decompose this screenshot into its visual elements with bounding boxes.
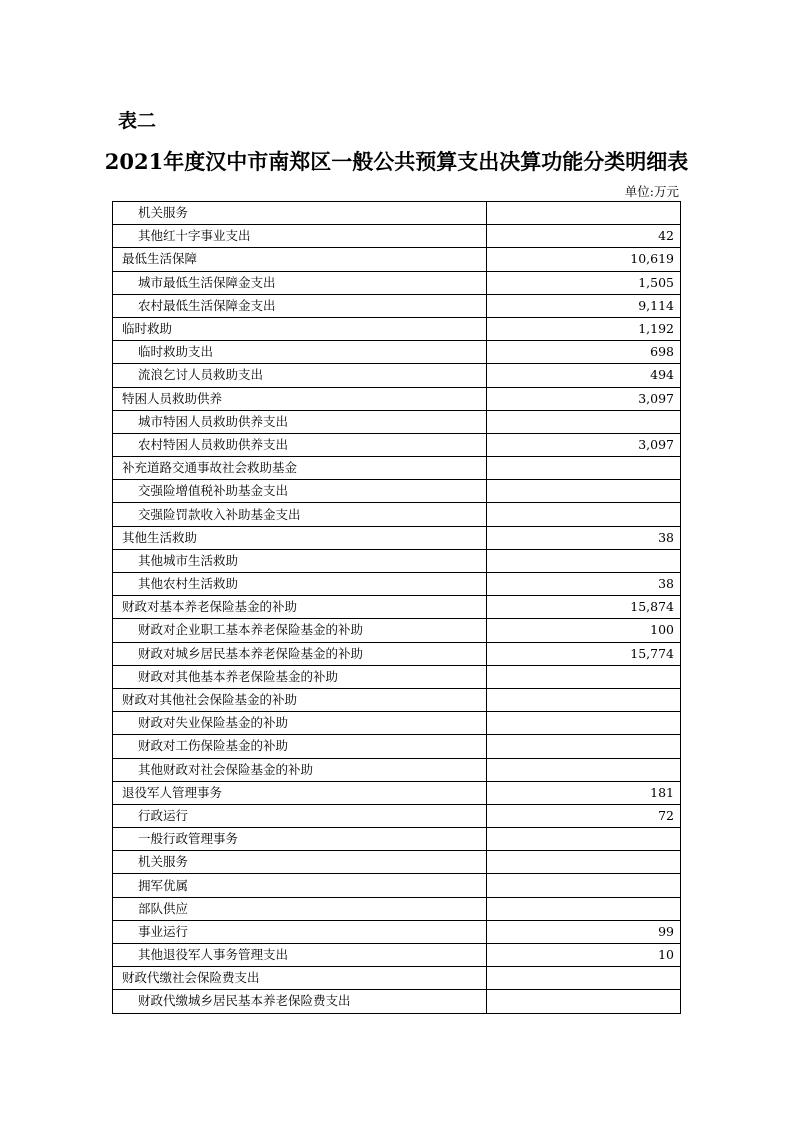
table-row [113, 503, 681, 526]
table-row [113, 433, 681, 456]
row-item-value [487, 410, 681, 433]
row-item-name: 财政对工伤保险基金的补助 [113, 735, 487, 758]
row-item-value: 72 [487, 804, 681, 827]
table-row [113, 781, 681, 804]
row-item-value: 42 [487, 225, 681, 248]
row-item-name: 其他城市生活救助 [113, 549, 487, 572]
row-item-value [487, 851, 681, 874]
row-item-value: 15,874 [487, 596, 681, 619]
row-item-value: 38 [487, 526, 681, 549]
table-row [113, 804, 681, 827]
row-item-name: 财政对失业保险基金的补助 [113, 712, 487, 735]
row-item-name: 事业运行 [113, 920, 487, 943]
row-item-name: 临时救助支出 [113, 341, 487, 364]
row-item-name: 财政代缴社会保险费支出 [113, 967, 487, 990]
table-row [113, 202, 681, 225]
row-item-name: 农村特困人员救助供养支出 [113, 433, 487, 456]
row-item-value: 3,097 [487, 433, 681, 456]
table-row [113, 248, 681, 271]
table-row [113, 712, 681, 735]
table-row [113, 619, 681, 642]
row-item-name: 财政对城乡居民基本养老保险基金的补助 [113, 642, 487, 665]
table-row [113, 990, 681, 1013]
table-row [113, 480, 681, 503]
row-item-name: 其他退役军人事务管理支出 [113, 944, 487, 967]
row-item-value [487, 897, 681, 920]
row-item-name: 一般行政管理事务 [113, 828, 487, 851]
table-row [113, 665, 681, 688]
row-item-name: 机关服务 [113, 202, 487, 225]
row-item-name: 行政运行 [113, 804, 487, 827]
table-row [113, 573, 681, 596]
row-item-name: 城市特困人员救助供养支出 [113, 410, 487, 433]
row-item-name: 财政对基本养老保险基金的补助 [113, 596, 487, 619]
row-item-name: 补充道路交通事故社会救助基金 [113, 457, 487, 480]
row-item-name: 交强险罚款收入补助基金支出 [113, 503, 487, 526]
table-row [113, 387, 681, 410]
row-item-value [487, 457, 681, 480]
row-item-value: 100 [487, 619, 681, 642]
row-item-name: 其他农村生活救助 [113, 573, 487, 596]
row-item-name: 机关服务 [113, 851, 487, 874]
row-item-name: 财政对企业职工基本养老保险基金的补助 [113, 619, 487, 642]
table-row [113, 271, 681, 294]
row-item-name: 其他生活救助 [113, 526, 487, 549]
table-row [113, 225, 681, 248]
row-item-value [487, 503, 681, 526]
table-row [113, 828, 681, 851]
row-item-value: 3,097 [487, 387, 681, 410]
table-row [113, 317, 681, 340]
row-item-value [487, 480, 681, 503]
row-item-name: 财政代缴城乡居民基本养老保险费支出 [113, 990, 487, 1013]
row-item-value: 181 [487, 781, 681, 804]
row-item-value: 38 [487, 573, 681, 596]
row-item-name: 特困人员救助供养 [113, 387, 487, 410]
row-item-name: 其他财政对社会保险基金的补助 [113, 758, 487, 781]
row-item-name: 交强险增值税补助基金支出 [113, 480, 487, 503]
table-row [113, 526, 681, 549]
row-item-name: 临时救助 [113, 317, 487, 340]
table-row [113, 758, 681, 781]
table-row [113, 457, 681, 480]
table-label: 表二 [118, 110, 157, 132]
row-item-name: 最低生活保障 [113, 248, 487, 271]
table-row [113, 294, 681, 317]
row-item-value [487, 688, 681, 711]
row-item-value: 10,619 [487, 248, 681, 271]
row-item-name: 农村最低生活保障金支出 [113, 294, 487, 317]
table-row [113, 944, 681, 967]
page-title: 2021年度汉中市南郑区一般公共预算支出决算功能分类明细表 [104, 149, 689, 174]
row-item-value [487, 735, 681, 758]
row-item-name: 城市最低生活保障金支出 [113, 271, 487, 294]
row-item-value: 494 [487, 364, 681, 387]
table-row [113, 851, 681, 874]
table-row [113, 341, 681, 364]
row-item-name: 退役军人管理事务 [113, 781, 487, 804]
row-item-value: 1,192 [487, 317, 681, 340]
row-item-name: 财政对其他社会保险基金的补助 [113, 688, 487, 711]
table-row [113, 967, 681, 990]
row-item-value: 698 [487, 341, 681, 364]
row-item-value [487, 758, 681, 781]
row-item-value [487, 874, 681, 897]
row-item-value: 1,505 [487, 271, 681, 294]
row-item-value: 10 [487, 944, 681, 967]
table-row [113, 410, 681, 433]
row-item-name: 拥军优属 [113, 874, 487, 897]
table-row [113, 364, 681, 387]
row-item-value [487, 202, 681, 225]
table-row [113, 874, 681, 897]
row-item-value: 99 [487, 920, 681, 943]
row-item-value: 15,774 [487, 642, 681, 665]
row-item-value [487, 990, 681, 1013]
row-item-name: 财政对其他基本养老保险基金的补助 [113, 665, 487, 688]
row-item-value [487, 712, 681, 735]
table-row [113, 549, 681, 572]
row-item-name: 流浪乞讨人员救助支出 [113, 364, 487, 387]
table-row [113, 688, 681, 711]
table-row [113, 735, 681, 758]
row-item-value [487, 549, 681, 572]
row-item-value [487, 967, 681, 990]
table-row [113, 920, 681, 943]
row-item-value [487, 828, 681, 851]
table-row [113, 897, 681, 920]
table-row [113, 596, 681, 619]
row-item-value [487, 665, 681, 688]
row-item-name: 其他红十字事业支出 [113, 225, 487, 248]
table-row [113, 642, 681, 665]
budget-table [112, 201, 681, 1014]
row-item-value: 9,114 [487, 294, 681, 317]
row-item-name: 部队供应 [113, 897, 487, 920]
unit-label: 单位:万元 [624, 184, 679, 199]
